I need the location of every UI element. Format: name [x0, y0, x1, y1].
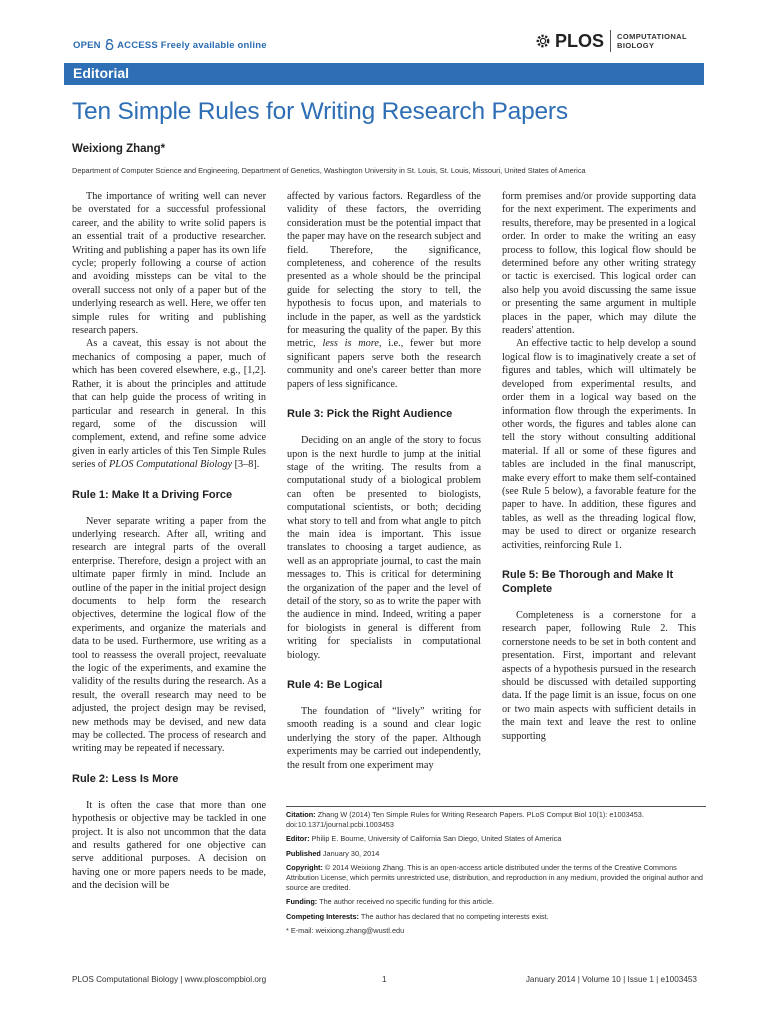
journal-name-line2: BIOLOGY — [617, 41, 655, 50]
rule-2-continued-text: affected by various factors. Regardless of the validity of these factors, the overriding consideration must be the potential impact that the paper may have on the research subject and field. Therefore, the significance, completeness, and coherence of the results presented as a whole should be the principal guide for selecting the story to tell, the hypothesis to focus upon, and materials to include in the paper, as well as the yardstick for measuring the quality of the paper. By this metric, — [287, 191, 481, 350]
rule-1-heading: Rule 1: Make It a Driving Force — [72, 488, 233, 501]
body-column-1 — [72, 190, 266, 893]
editor — [286, 834, 706, 844]
copyright-label: Copyright: — [286, 863, 323, 873]
rule-4-paragraph-continued: form premises and/or provide supporting data for the next experiment. The experiments and results, therefore, may be presented in a logical order. In order to make the writing an easy process to follow, this logical flow should be determined before any other writing strategy or tactic is exercised. This logical order can also help you avoid discussing the same issue or presenting the same argument in multiple places in the paper, which may dilute the readers' attention. — [502, 191, 696, 337]
competing-interests — [286, 912, 706, 922]
rule-5-paragraph: Completeness is a cornerstone for a research paper, following Rule 2. This cornerstone needs to be set in both content and presentation. First, important and relevant aspects of a hypothesis pursued in the research should be discussed with detailed supporting data. If the page limit is an issue, focus on one or two main aspects with sufficient details in the main text and leave the rest to online supporting — [502, 609, 696, 742]
copyright-text: © 2014 Weixiong Zhang. This is an open-access article distributed under the terms of the Creative Commons Attribution License, which permits unrestricted use, distribution, and reproduction in any medium, provided the original author and source are credited. — [286, 863, 703, 892]
author-name: Weixiong Zhang* — [72, 143, 166, 155]
open-access-badge — [73, 39, 267, 51]
footer-issue: January 2014 | Volume 10 | Issue 1 | e1003453 — [525, 975, 697, 984]
metadata-divider — [286, 806, 706, 807]
rule-3-paragraph: Deciding on an angle of the story to focus upon is the next hurdle to jump at the initial stage of the writing. The results from a computational study of a biological problem can often be presented to biologists, computational scientists, or both; deciding what story to tell and from what angle to pitch the main idea is important. This issue translates to choosing a target audience, as well as an appropriate journal, to cast the main messages to. This is critical for determining the organization of the paper and the level of detail of the story, so as to write the paper with the audience in mind. Indeed, writing a paper for biologists in general is different from writing for specialists in computational biology. — [287, 435, 481, 661]
rule-2-heading: Rule 2: Less Is More — [72, 772, 179, 785]
journal-name-line1: COMPUTATIONAL — [617, 32, 687, 41]
article-title: Ten Simple Rules for Writing Research Papers — [72, 98, 568, 125]
open-lock-icon — [105, 39, 114, 50]
published-date: January 30, 2014 — [322, 848, 380, 858]
intro-paragraph-2-refs: [3–8]. — [232, 459, 260, 471]
body-column-2 — [287, 190, 481, 772]
author-affiliation: Department of Computer Science and Engineering, Department of Genetics, Washington University in St. Louis, St. Louis, Missouri, United States of America — [72, 166, 586, 175]
footer-journal[interactable]: PLOS Computational Biology | www.ploscompbiol.org — [72, 975, 267, 984]
intro-paragraph-2-text: As a caveat, this essay is not about the mechanics of composing a paper, much of which has been covered elsewhere, e.g., [1,2]. Rather, it is about the principles and attitude that can help guide the process of writing in particular and research in general. In this regard, some of the discussion will complement, extend, and refine some advice given in early articles of this Ten Simple Rules series of — [72, 338, 266, 471]
rule-2-emphasis: less is more — [322, 338, 379, 350]
copyright — [286, 863, 706, 892]
section-label: Editorial — [73, 65, 130, 81]
rule-2-paragraph-continued — [287, 190, 481, 391]
author-email[interactable]: * E-mail: weixiong.zhang@wustl.edu — [286, 926, 405, 936]
section-banner — [64, 63, 704, 85]
article-metadata — [286, 806, 706, 941]
open-label: OPEN — [73, 40, 101, 51]
logo-divider — [610, 30, 611, 52]
published-label: Published — [286, 848, 321, 858]
rule-2-continued-end: , i.e., fewer but more significant papers serve both the research community and one's career better than more papers of less significance. — [287, 338, 481, 390]
rule-2-paragraph: It is often the case that more than one hypothesis or objective may be tackled in one project. It is also not uncommon that the data and results gathered for one objective can serve additional purposes. A decision on having one or more papers needs to be made, and the decision will be — [72, 799, 266, 892]
intro-paragraph-1: The importance of writing well can never be overstated for a successful professional career, and the ability to write solid papers is an essential trait of a productive researcher. Writing and publishing a paper has its own life cycle; properly following a course of action and avoiding missteps can be vital to the overall success not only of a paper but of the underlying research as well. Here, we offer ten simple rules for writing and publishing research papers. — [72, 191, 266, 337]
rule-4-heading: Rule 4: Be Logical — [287, 679, 383, 691]
competing-text: The author has declared that no competing interests exist. — [360, 911, 549, 921]
funding-label: Funding: — [286, 897, 318, 907]
rule-4-paragraph-2: An effective tactic to help develop a sound logical flow is to imaginatively create a set of figures and tables, which will ultimately be developed from experimental results, and order them in a logical way based on the information flow through the experiments. In other words, the figures and tables alone can tell the story without consulting additional material. If all or some of these figures and tables are included in the final manuscript, make every effort to make them self-contained (see Rule 5 below), a favorable feature for the paper to have. In addition, these figures and tables, as well as the threading logical flow, may be used to direct or organize research activities, reinforcing Rule 1. — [502, 338, 696, 551]
journal-reference: PLOS Computational Biology — [109, 459, 233, 471]
rule-1-paragraph: Never separate writing a paper from the underlying research. After all, writing and research are integral parts of the overall enterprise. Therefore, design a project with an ultimate paper firmly in mind. Include an outline of the paper in the initial project design documents to help form the research objectives, determine the logical flow of the experiments, and organize the materials and data to be used. Furthermore, use writing as a tool to reassess the overall project, reevaluate the logic of the experiments, and examine the validity of the results during the research. As a result, the overall research may need to be adjusted, the project design may be revised, new methods may be devised, and new data may be collected. The process of research and writing may be repeated if necessary. — [72, 515, 266, 755]
page-number: 1 — [382, 975, 387, 984]
plos-gear-icon — [535, 33, 551, 49]
funding — [286, 897, 706, 907]
rule-3-heading: Rule 3: Pick the Right Audience — [287, 408, 453, 421]
citation — [286, 810, 706, 829]
published — [286, 849, 706, 859]
funding-text: The author received no specific funding for this article. — [319, 897, 494, 907]
editor-label: Editor: — [286, 834, 310, 844]
citation-label: Citation: — [286, 810, 316, 819]
intro-paragraph-2 — [72, 337, 266, 471]
rule-5-heading: Rule 5: Be Thorough and Make It Complete — [502, 568, 674, 595]
editor-text: Philip E. Bourne, University of California San Diego, United States of America — [311, 834, 562, 844]
access-label: ACCESS — [117, 40, 158, 51]
citation-text: Zhang W (2014) Ten Simple Rules for Writing Research Papers. PLoS Comput Biol 10(1): e1003453. doi:10.1371/journal.pcbi.1003453 — [286, 810, 644, 829]
competing-label: Competing Interests: — [286, 911, 359, 921]
availability-label: Freely available online — [160, 40, 267, 51]
rule-4-paragraph: The foundation of “lively” writing for smooth reading is a sound and clear logic underlying the story of the paper. Although experiments may be carried out independently, the result from one experiment may — [287, 706, 481, 771]
journal-name — [617, 32, 687, 50]
body-column-3 — [502, 190, 696, 743]
plos-wordmark: PLOS — [555, 30, 605, 51]
plos-logo — [535, 30, 687, 52]
